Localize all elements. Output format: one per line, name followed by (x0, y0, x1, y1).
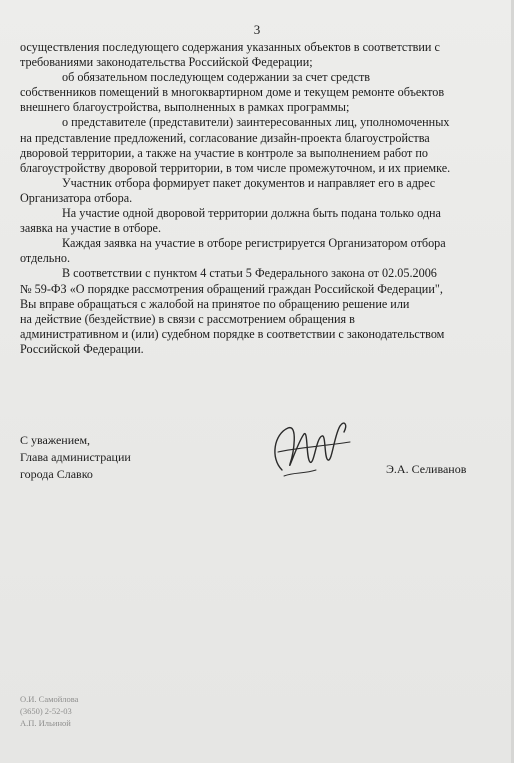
body-line: благоустройству дворовой территории, в том числе промежуточном, и их приемке. (20, 160, 451, 175)
body-line: об обязательном последующем содержании за счет средств (62, 70, 371, 85)
body-line: на представление предложений, согласование дизайн-проекта благоустройства (20, 130, 430, 145)
body-line: Российской Федерации. (20, 341, 144, 356)
body-line: на действие (бездействие) в связи с рассмотрением обращения в (20, 311, 355, 326)
body-line: о представителе (представители) заинтересованных лиц, уполномоченных (62, 115, 450, 130)
body-line: Участник отбора формирует пакет документов и направляет его в адрес (62, 175, 436, 190)
body-line: отдельно. (20, 251, 71, 266)
executor-recipient: А.П. Ильиной (20, 718, 71, 728)
body-line: На участие одной дворовой территории должна быть подана только одна (62, 206, 441, 221)
executor-footer (20, 693, 78, 729)
body-line: осуществления последующего содержания указанных объектов в соответствии с (20, 40, 440, 54)
signer-position: Глава администрации (20, 450, 131, 464)
closing-salutation: С уважением, (20, 433, 91, 447)
signature-block (20, 432, 131, 483)
body-line: внешнего благоустройства, выполненных в рамках программы; (20, 100, 350, 115)
body-line: Организатора отбора. (20, 190, 133, 205)
body-line: В соответствии с пунктом 4 статьи 5 Федерального закона от 02.05.2006 (62, 266, 437, 281)
body-line: заявка на участие в отборе. (20, 221, 162, 236)
executor-name: О.И. Самойлова (20, 694, 79, 704)
body-line: Каждая заявка на участие в отборе регистрируется Организатором отбора (62, 236, 446, 251)
body-line: Вы вправе обращаться с жалобой на принятое по обращению решение или (20, 296, 410, 311)
body-line: № 59-ФЗ «О порядке рассмотрения обращений граждан Российской Федерации", (20, 281, 443, 296)
page-number: 3 (253, 22, 261, 37)
body-line: требованиями законодательства Российской Федерации; (20, 55, 313, 70)
letter-body (20, 40, 488, 357)
body-line: собственников помещений в многоквартирном доме и текущем ремонте объектов (20, 85, 445, 100)
signer-organization: города Славко (20, 467, 93, 481)
executor-phone: (3650) 2-52-03 (20, 706, 72, 716)
signer-name: Э.А. Селиванов (386, 462, 467, 476)
handwritten-signature (264, 412, 354, 486)
body-line: административном и (или) судебном порядке в соответствии с законодательством (20, 326, 445, 341)
body-line: дворовой территории, а также на участие в контроле за выполнением работ по (20, 145, 429, 160)
